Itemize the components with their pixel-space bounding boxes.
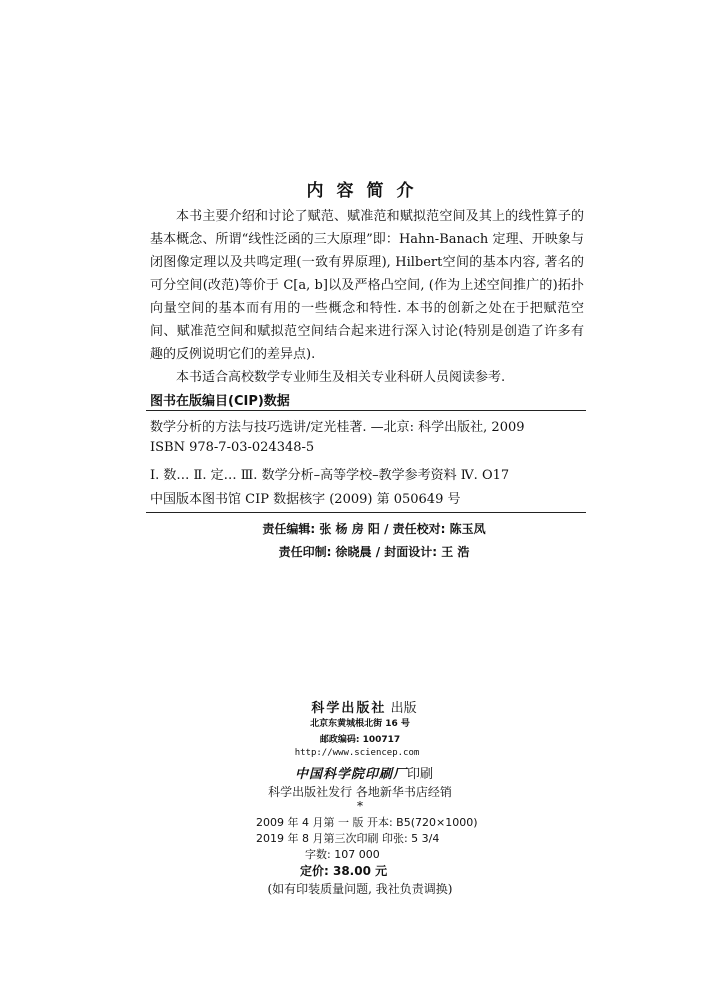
cip-heading: 图书在版编目(CIP)数据	[150, 394, 290, 409]
cip-line-record: 中国版本图书馆 CIP 数据核字 (2009) 第 050649 号	[150, 492, 461, 507]
price: 定价: 38.00 元	[300, 864, 388, 878]
cip-line-title: 数学分析的方法与技巧选讲/定光桂著. —北京: 科学出版社, 2009	[150, 420, 525, 435]
cip-bottom-rule	[146, 512, 586, 513]
publisher-suffix: 出版	[386, 701, 417, 716]
word-count: 字数: 107 000	[305, 848, 380, 861]
printer-suffix: 印刷	[407, 767, 434, 782]
publisher-url: http://www.sciencep.com	[294, 748, 420, 758]
publisher-postcode: 邮政编码: 100717	[319, 735, 401, 745]
summary-paragraph-1: 本书主要介绍和讨论了赋范、赋准范和赋拟范空间及其上的线性算子的基本概念、所谓“线性泛函的三大原理”即：Hahn-Banach 定理、开映象与闭图像定理以及共鸣定理(一致有界原理), Hilbert空间的基本内容, 著名的可分空间(改范)等价于 C[a, b]以及严格凸空间, (作为上述空间推广的)拓扑向量空间的基本而有用的一些概念和特性. 本书的创新之处在于把赋范空间、赋准范空间和赋拟范空间结合起来进行深入讨论(特别是创造了许多有趣的反例说明它们的差异点).	[150, 209, 584, 362]
edition-line-1: 2009 年 4 月第 一 版 开本: B5(720×1000)	[256, 816, 478, 829]
summary-paragraph-2: 本书适合高校数学专业师生及相关专业科研人员阅读参考.	[176, 370, 506, 385]
publisher-name: 科学出版社	[311, 701, 387, 716]
summary-title: 内容简介	[306, 181, 427, 201]
publisher-address: 北京东黄城根北街 16 号	[310, 719, 410, 729]
printer-name: 中国科学院印刷厂	[294, 767, 407, 782]
printer-line	[4, 763, 720, 782]
cip-line-subjects: Ⅰ. 数… Ⅱ. 定… Ⅲ. 数学分析–高等学校–教学参考资料 Ⅳ. O17	[150, 468, 510, 483]
distribution-line: 科学出版社发行 各地新华书店经销	[268, 785, 452, 799]
cip-top-rule	[146, 410, 586, 411]
editor-credits: 责任编辑: 张 杨 房 阳 / 责任校对: 陈玉凤	[262, 522, 486, 536]
production-credits: 责任印制: 徐晓晨 / 封面设计: 王 浩	[278, 545, 470, 559]
separator-star: *	[357, 799, 363, 813]
summary-text	[150, 205, 584, 389]
quality-notice: (如有印装质量问题, 我社负责调换)	[267, 882, 453, 896]
cip-line-isbn: ISBN 978-7-03-024348-5	[150, 440, 315, 455]
publisher-line	[4, 697, 720, 716]
edition-line-2: 2019 年 8 月第三次印刷 印张: 5 3/4	[256, 832, 440, 845]
